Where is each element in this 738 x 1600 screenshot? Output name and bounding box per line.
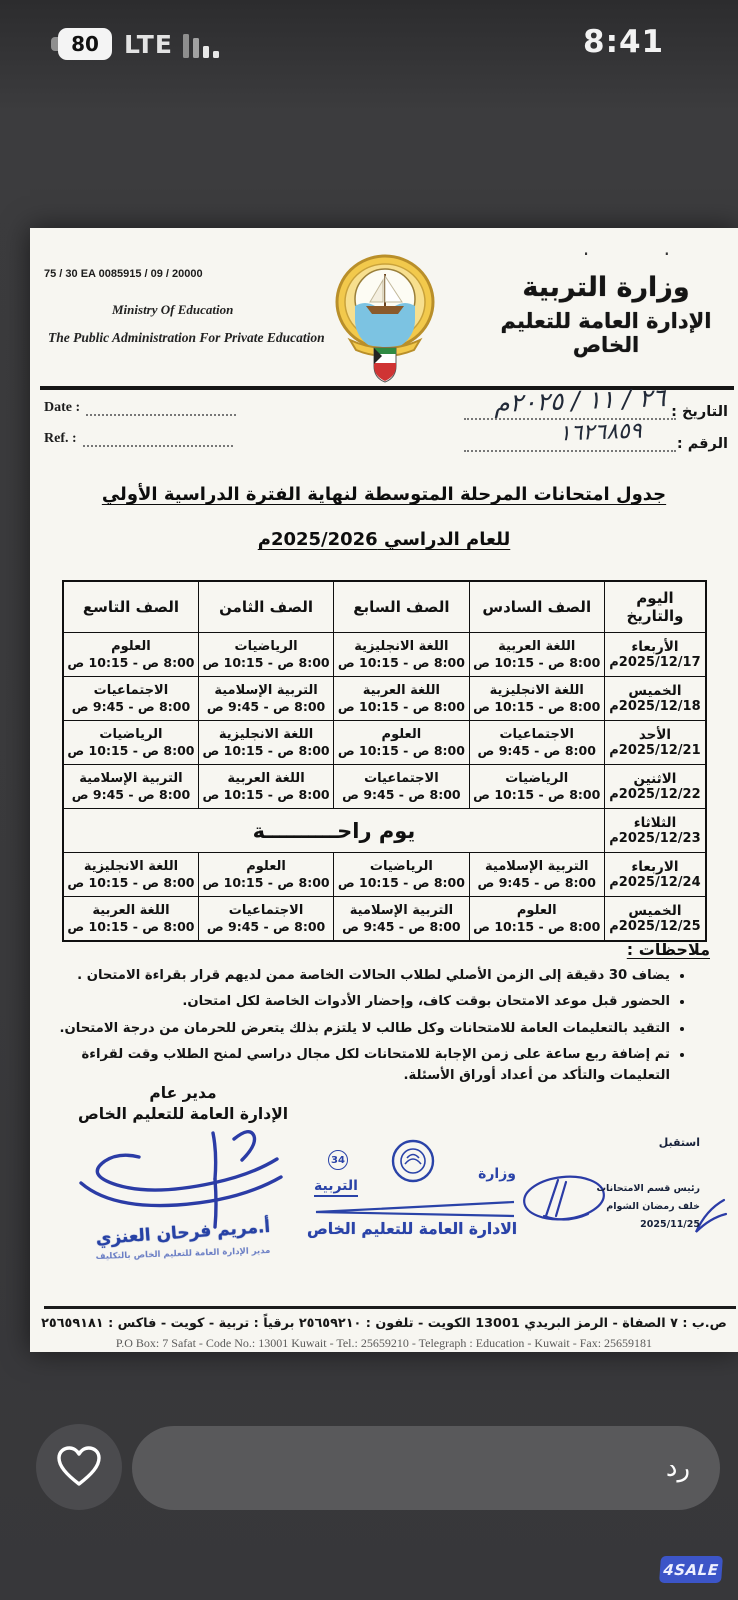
schedule-title-line1: جدول امتحانات المرحلة المتوسطة لنهاية الفترة الدراسية الأولي — [101, 484, 667, 505]
exam-cell: الرياضيات 8:00 ص - 10:15 ص — [198, 633, 333, 677]
day-date-cell: الاثنين 2025/12/22م — [604, 765, 706, 809]
received-text-lines — [597, 1180, 700, 1234]
exam-cell: اللغة العربية 8:00 ص - 10:15 ص — [334, 677, 469, 721]
notes-list — [46, 966, 688, 1092]
exam-cell: العلوم 8:00 ص - 10:15 ص — [334, 721, 469, 765]
file-code: 75 / 30 EA 0085915 / 09 / 20000 — [44, 268, 203, 280]
exam-cell: اللغة الانجليزية 8:00 ص - 10:15 ص — [198, 721, 333, 765]
exam-cell: الرياضيات 8:00 ص - 10:15 ص — [334, 853, 469, 897]
exam-cell: العلوم 8:00 ص - 10:15 ص — [63, 633, 198, 677]
signature-zone — [30, 1084, 738, 1304]
table-row — [63, 897, 706, 942]
footer-divider — [44, 1306, 736, 1309]
note-item: • تم إضافة ربع ساعة على زمن الإجابة للامتحانات لكل مجال دراسي لمنح الطلاب وقت لقراءة التعليمات والتأكد من أعداد أوراق الأسئلة. — [46, 1045, 670, 1086]
director-signature-block — [58, 1084, 308, 1263]
day-date-cell: الاربعاء 2025/12/24م — [604, 853, 706, 897]
date-label-ar: التاريخ : — [671, 404, 728, 420]
department-name-ar: الإدارة العامة للتعليم الخاص — [500, 309, 712, 357]
table-row — [63, 809, 706, 853]
exam-cell: اللغة الانجليزية 8:00 ص - 10:15 ص — [469, 677, 604, 721]
received-name: خلف رمضان الشوام — [606, 1201, 700, 1213]
ref-label-ar: الرقم : — [676, 436, 728, 452]
schedule-title-line2: للعام الدراسي 2025/2026م — [257, 529, 511, 550]
exam-cell: التربية الإسلامية 8:00 ص - 9:45 ص — [63, 765, 198, 809]
exam-cell: اللغة الانجليزية 8:00 ص - 10:15 ص — [334, 633, 469, 677]
note-item: • الحضور قبل موعد الامتحان بوقت كاف، وإحضار الأدوات الخاصة لكل امتحان. — [46, 992, 670, 1012]
table-row — [63, 721, 706, 765]
exam-cell: الرياضيات 8:00 ص - 10:15 ص — [63, 721, 198, 765]
table-row — [63, 677, 706, 721]
ministry-name-ar: وزارة التربية — [522, 272, 690, 303]
notes-title: ملاحظات : — [626, 940, 710, 959]
received-date: 2025/11/25 — [640, 1219, 700, 1231]
corner-dots: · · — [582, 242, 704, 266]
received-label: استقبل — [658, 1136, 700, 1149]
rest-day-cell: يوم راحــــــــــة — [63, 809, 604, 853]
exam-cell: العلوم 8:00 ص - 10:15 ص — [198, 853, 333, 897]
date-label-en: Date : — [44, 400, 236, 416]
stamp-seal-icon — [390, 1138, 436, 1184]
network-type-label: LTE — [124, 30, 173, 59]
4sale-watermark: 4SALE — [659, 1556, 723, 1583]
schedule-table-body — [63, 633, 706, 942]
stamp-department-line: الادارة العامة للتعليم الخاص — [306, 1220, 518, 1238]
director-role-line1: مدير عام — [149, 1084, 217, 1102]
table-row — [63, 765, 706, 809]
exam-cell: اللغة العربية 8:00 ص - 10:15 ص — [198, 765, 333, 809]
exam-cell: الاجتماعيات 8:00 ص - 9:45 ص — [334, 765, 469, 809]
exam-cell: اللغة الانجليزية 8:00 ص - 10:15 ص — [63, 853, 198, 897]
stamp-banner-lines — [306, 1198, 516, 1220]
like-button[interactable] — [36, 1424, 122, 1510]
column-header: الصف السادس — [469, 581, 604, 633]
day-date-cell: الأربعاء 2025/12/17م — [604, 633, 706, 677]
received-role: رئيس قسم الامتحانات — [596, 1183, 700, 1194]
day-date-cell: الخميس 2025/12/25م — [604, 897, 706, 942]
exam-cell: الاجتماعيات 8:00 ص - 9:45 ص — [469, 721, 604, 765]
ref-dotted-line — [464, 450, 676, 452]
exam-cell: الرياضيات 8:00 ص - 10:15 ص — [469, 765, 604, 809]
handwritten-date: ٢٦ / ١١ / ٢٠٢٥م — [493, 383, 667, 418]
column-header: الصف التاسع — [63, 581, 198, 633]
director-name-stamp: أ.مريم فرحان العنزي — [95, 1216, 271, 1250]
note-item: • التقيد بالتعليمات العامة للامتحانات وكل طالب لا يلتزم بذلك يتعرض للحرمان من درجة الامتحان. — [46, 1019, 670, 1039]
ref-label-en: Ref. : — [44, 431, 233, 447]
column-header: الصف الثامن — [198, 581, 333, 633]
battery-indicator — [58, 28, 112, 60]
column-header: اليوم والتاريخ — [604, 581, 706, 633]
footer-address-en: P.O Box: 7 Safat - Code No.: 13001 Kuwait - Tel.: 25659210 - Telegraph : Education - Kuwait - Fax: 25659181 — [115, 1336, 653, 1350]
column-header: الصف السابع — [334, 581, 469, 633]
kuwait-emblem-logo — [330, 254, 440, 386]
department-name-en: The Public Administration For Private Education — [48, 330, 325, 345]
status-bar — [0, 0, 738, 90]
table-row — [63, 853, 706, 897]
day-date-cell: الثلاثاء 2025/12/23م — [604, 809, 706, 853]
reply-input[interactable] — [132, 1426, 720, 1510]
exam-cell: الاجتماعيات 8:00 ص - 9:45 ص — [198, 897, 333, 942]
battery-percent: 80 — [71, 32, 99, 56]
ministry-stamp — [306, 1142, 516, 1262]
table-row — [63, 633, 706, 677]
document-image — [30, 228, 738, 1352]
note-item: • يضاف 30 دقيقة إلى الزمن الأصلي لطلاب الحالات الخاصة ممن لديهم قرار بقراءة الامتحان . — [46, 966, 670, 986]
stamp-word-education: التربية — [314, 1178, 358, 1197]
date-dotted-line — [464, 418, 676, 420]
clock: 8:41 — [583, 24, 665, 60]
exam-cell: العلوم 8:00 ص - 10:15 ص — [469, 897, 604, 942]
director-role-line2: الإدارة العامة للتعليم الخاص — [77, 1105, 289, 1123]
day-date-cell: الخميس 2025/12/18م — [604, 677, 706, 721]
director-subrole-stamp: مدير الإدارة العامة للتعليم الخاص بالتكليف — [95, 1245, 271, 1263]
stamp-word-ministry: وزارة — [478, 1166, 516, 1182]
ministry-header-ar — [488, 272, 724, 357]
exam-cell: اللغة العربية 8:00 ص - 10:15 ص — [63, 897, 198, 942]
ministry-name-en: Ministry Of Education — [112, 302, 234, 317]
exam-schedule-table — [62, 580, 707, 942]
signal-bars-icon — [183, 32, 227, 60]
exam-cell: التربية الإسلامية 8:00 ص - 9:45 ص — [469, 853, 604, 897]
exam-cell: التربية الإسلامية 8:00 ص - 9:45 ص — [334, 897, 469, 942]
exam-cell: التربية الإسلامية 8:00 ص - 9:45 ص — [198, 677, 333, 721]
handwritten-ref-number: ١٦٢٦٨٥٩ — [558, 418, 643, 447]
exam-cell: الاجتماعيات 8:00 ص - 9:45 ص — [63, 677, 198, 721]
table-header-row — [63, 581, 706, 633]
received-block — [518, 1136, 728, 1231]
exam-cell: اللغة العربية 8:00 ص - 10:15 ص — [469, 633, 604, 677]
day-date-cell: الأحد 2025/12/21م — [604, 721, 706, 765]
footer-address-ar: ص.ب : ٧ الصفاة - الرمز البريدي 13001 الكويت - تلفون : ٢٥٦٥٩٢١٠ برقياً : تربية - كويت - فاكس : ٢٥٦٥٩١٨١ — [41, 1316, 727, 1331]
heart-icon — [56, 1446, 102, 1488]
stamp-number: 34 — [328, 1150, 348, 1170]
